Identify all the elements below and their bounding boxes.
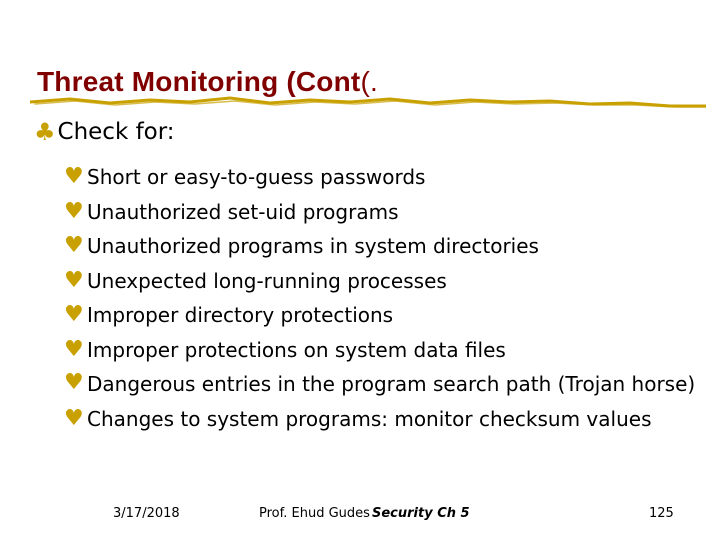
- list-item: [62, 160, 702, 195]
- slide-title-text: Threat Monitoring (Cont: [37, 66, 361, 97]
- list-item-text: Improper directory protections: [87, 303, 394, 327]
- footer-author: Prof. Ehud Gudes: [259, 506, 370, 521]
- list-item: [62, 195, 702, 230]
- heart-icon: ♥: [64, 370, 84, 395]
- main-bullet-label: Check for:: [57, 119, 175, 145]
- list-item-text: Unexpected long-running processes: [87, 268, 447, 293]
- list-item: [62, 298, 702, 333]
- heart-icon: ♥: [64, 267, 84, 293]
- heart-icon: ♥: [64, 198, 84, 224]
- list-item: [62, 333, 702, 368]
- footer-page-number: 125: [649, 506, 674, 521]
- slide-title: [37, 66, 378, 98]
- list-item: [62, 402, 702, 437]
- list-item-text: Changes to system programs: monitor checksum values: [87, 407, 652, 431]
- list-item-text: Unauthorized set-uid programs: [87, 199, 399, 224]
- slide-title-tail: (.: [360, 66, 378, 97]
- club-icon: ♣: [34, 118, 56, 146]
- main-bullet: [34, 118, 175, 146]
- list-item-text: Unauthorized programs in system directories: [87, 234, 539, 258]
- list-item-text: Dangerous entries in the program search path (Trojan horse): [87, 372, 696, 396]
- heart-icon: ♥: [64, 164, 84, 189]
- heart-icon: ♥: [64, 302, 84, 327]
- list-item-text: Improper protections on system data files: [87, 337, 506, 362]
- heart-icon: ♥: [64, 336, 84, 362]
- footer-date: 3/17/2018: [113, 506, 180, 521]
- heart-icon: ♥: [64, 406, 84, 431]
- list-item-text: Short or easy-to-guess passwords: [87, 165, 426, 189]
- list-item: [62, 367, 702, 402]
- check-list: [62, 160, 702, 437]
- footer-course: Security Ch 5: [372, 506, 470, 521]
- title-underline: [30, 95, 706, 109]
- list-item: [62, 229, 702, 264]
- heart-icon: ♥: [64, 233, 84, 258]
- list-item: [62, 264, 702, 299]
